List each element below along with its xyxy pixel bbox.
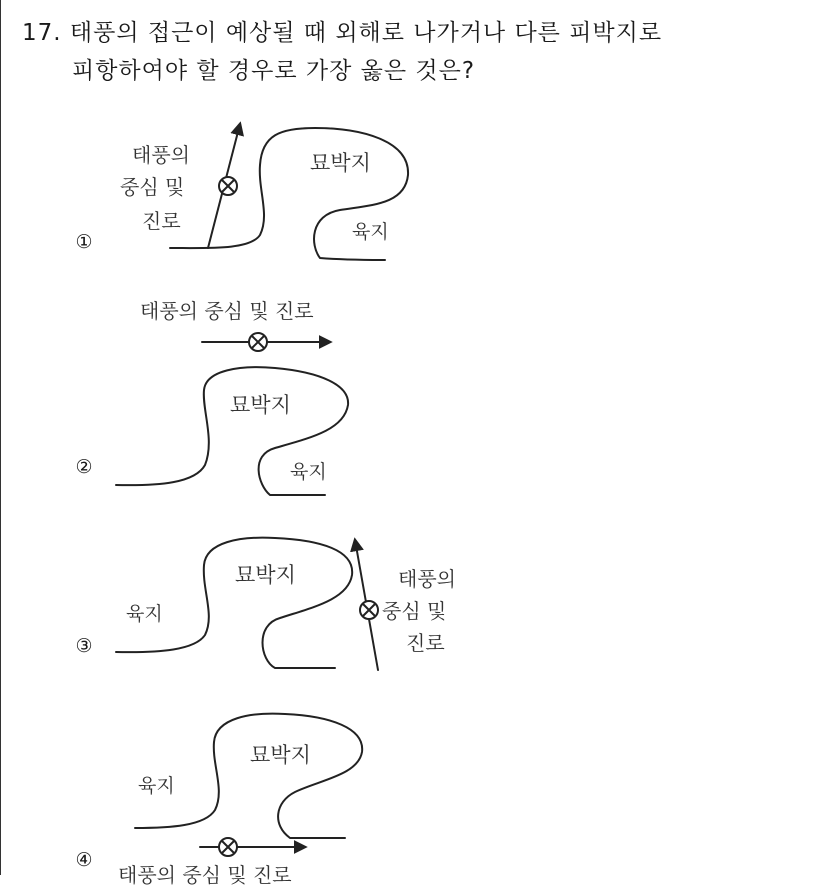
option-4-typhoon-center-icon	[219, 838, 237, 856]
option-1-land-label: 육지	[352, 221, 389, 243]
option-4-typhoon-label: 태풍의 중심 및 진로	[118, 863, 292, 887]
option-2-marker[interactable]: ②	[75, 456, 93, 478]
option-1-typhoon-label-1: 태풍의	[132, 143, 190, 167]
question-text	[22, 14, 812, 90]
option-2-typhoon-center-icon	[249, 333, 267, 351]
question-line-1: 태풍의 접근이 예상될 때 외해로 나가거나 다른 피박지로	[69, 20, 663, 46]
option-3-typhoon-center-icon	[360, 601, 378, 619]
option-1-anchorage-label: 묘박지	[310, 151, 371, 175]
question-number: 17.	[22, 20, 62, 46]
option-4-marker[interactable]: ④	[75, 849, 93, 871]
option-2-land-label: 육지	[290, 461, 327, 483]
option-3-land-label: 육지	[126, 603, 163, 625]
option-4-figure	[110, 700, 410, 890]
option-3-typhoon-label-3: 진로	[406, 631, 445, 655]
option-4-anchorage-label: 묘박지	[250, 743, 311, 767]
option-1-typhoon-center-icon	[219, 177, 237, 195]
option-2-typhoon-label: 태풍의 중심 및 진로	[140, 299, 314, 323]
option-2-figure	[110, 290, 410, 510]
option-1-typhoon-label-3: 진로	[142, 209, 181, 233]
option-3-figure	[110, 520, 490, 690]
option-3-typhoon-label-1: 태풍의	[398, 567, 456, 591]
question-line-2: 피항하여야 할 경우로 가장 옳은 것은?	[72, 58, 476, 84]
option-3-anchorage-label: 묘박지	[235, 563, 296, 587]
option-3-marker[interactable]: ③	[75, 635, 93, 657]
option-1-marker[interactable]: ①	[75, 231, 93, 253]
option-4-land-label: 육지	[138, 775, 175, 797]
option-3-typhoon-label-2: 중심 및	[382, 599, 447, 623]
option-1-figure	[120, 110, 420, 280]
option-1-typhoon-label-2: 중심 및	[120, 175, 185, 199]
option-2-anchorage-label: 묘박지	[230, 393, 291, 417]
